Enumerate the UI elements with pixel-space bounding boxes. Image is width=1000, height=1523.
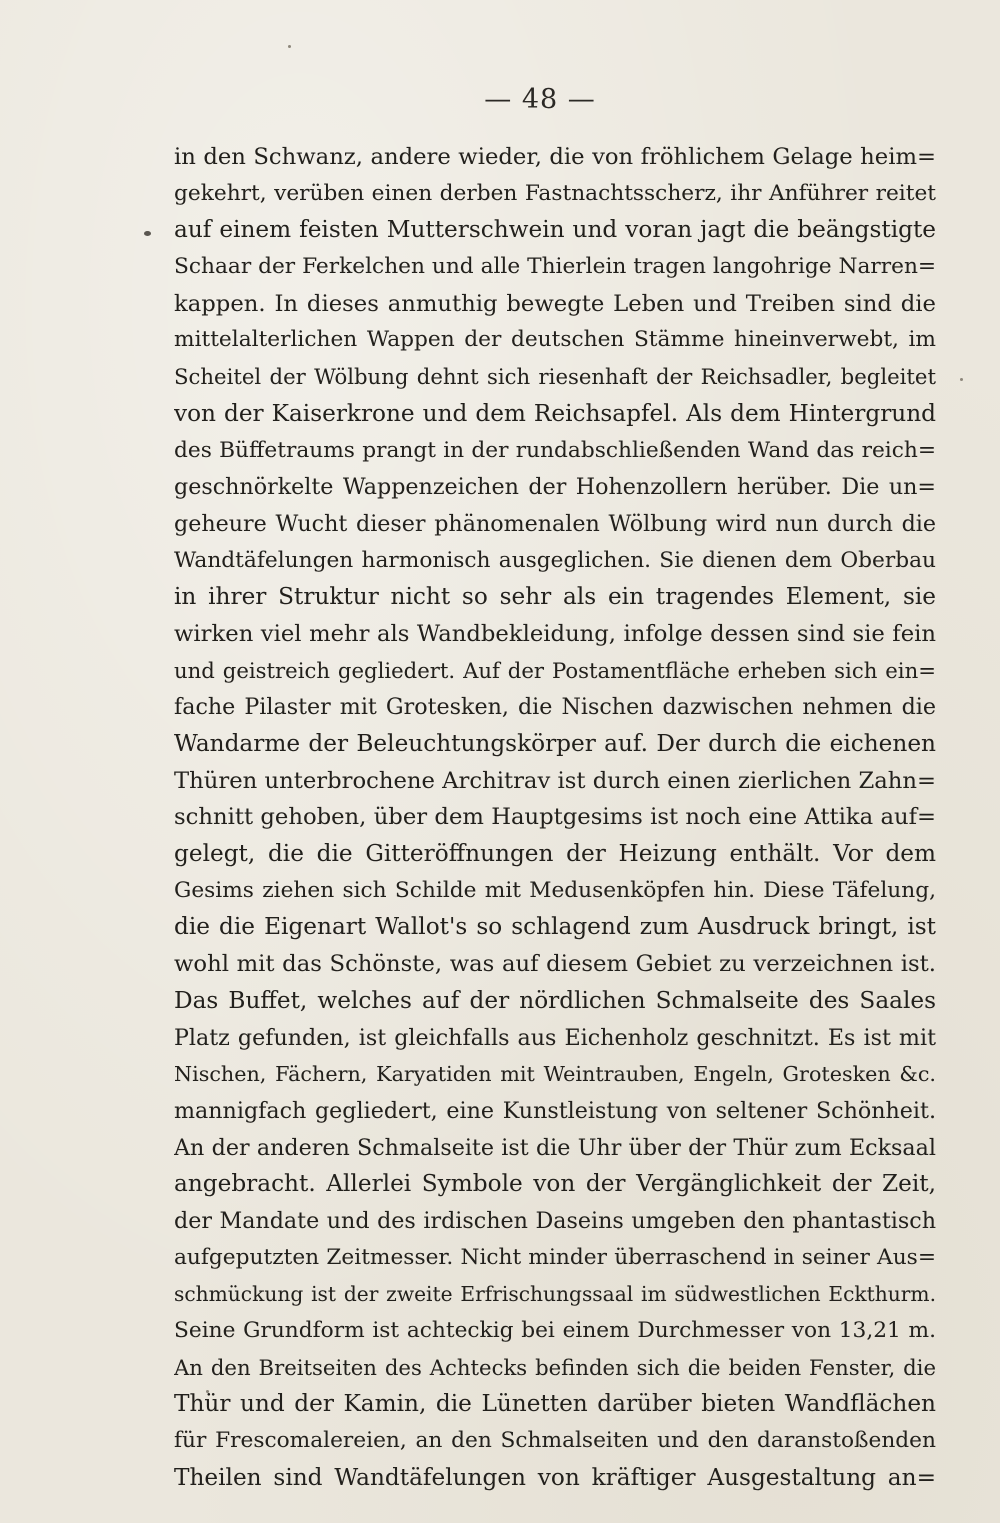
text-line: Theilen sind Wandtäfelungen von kräftiger Ausgestaltung an=	[174, 1463, 936, 1491]
text-line: schnitt gehoben, über dem Hauptgesims ist noch eine Attika auf=	[174, 804, 936, 831]
text-line: mittelalterlichen Wappen der deutschen Stämme hineinverwebt, im	[174, 327, 936, 353]
text-line: An den Breitseiten des Achtecks befinden sich die beiden Fenster, die	[174, 1354, 936, 1380]
text-line: wohl mit das Schönste, was auf diesem Gebiet zu verzeichnen ist.	[174, 951, 936, 978]
text-line: Seine Grundform ist achteckig bei einem Durchmesser von 13,21 m.	[174, 1318, 936, 1343]
text-line: für Frescomalereien, an den Schmalseiten und den daranstoßenden	[174, 1428, 936, 1454]
paper-speck	[288, 45, 291, 48]
text-line: Thüren unterbrochene Architrav ist durch einen zierlichen Zahn=	[174, 767, 936, 794]
text-line: kappen. In dieses anmuthig bewegte Leben und Treiben sind die	[174, 290, 936, 317]
text-line: Wandarme der Beleuchtungskörper auf. Der durch die eichenen	[174, 730, 936, 757]
text-line: Scheitel der Wölbung dehnt sich riesenhaft der Reichsadler, begleitet	[174, 364, 936, 390]
text-line: Wandtäfelungen harmonisch ausgeglichen. Sie dienen dem Oberbau	[174, 547, 936, 573]
text-line: mannigfach gegliedert, eine Kunstleistung von seltener Schönheit.	[174, 1097, 936, 1124]
text-line: An der anderen Schmalseite ist die Uhr über der Thür zum Ecksaal	[174, 1134, 936, 1161]
text-line: gekehrt, verüben einen derben Fastnachtsscherz, ihr Anführer reitet	[174, 180, 936, 206]
text-line: geheure Wucht dieser phänomenalen Wölbung wird nun durch die	[174, 510, 936, 537]
text-line: geschnörkelte Wappenzeichen der Hohenzollern herüber. Die un=	[174, 474, 936, 501]
text-line: schmückung ist der zweite Erfrischungssaal im südwestlichen Eckthurm.	[174, 1282, 936, 1307]
text-line: wirken viel mehr als Wandbekleidung, infolge dessen sind sie fein	[174, 620, 936, 647]
text-line: gelegt, die die Gitteröffnungen der Heizung enthält. Vor dem	[174, 840, 936, 868]
text-line: auf einem feisten Mutterschwein und voran jagt die beängstigte	[174, 216, 936, 244]
text-line: aufgeputzten Zeitmesser. Nicht minder überraschend in seiner Aus=	[174, 1244, 936, 1270]
text-line: Schaar der Ferkelchen und alle Thierlein tragen langohrige Narren=	[174, 254, 936, 280]
text-line: Thür und der Kamin, die Lünetten darüber bieten Wandflächen	[174, 1390, 936, 1418]
text-line: des Büffetraums prangt in der rundabschließenden Wand das reich=	[174, 437, 936, 463]
text-line: fache Pilaster mit Grotesken, die Nischen dazwischen nehmen die	[174, 694, 936, 721]
body-text	[174, 139, 936, 1496]
text-line: in ihrer Struktur nicht so sehr als ein tragendes Element, sie	[174, 583, 936, 611]
text-line: Das Buffet, welches auf der nördlichen Schmalseite des Saales	[174, 986, 936, 1014]
text-line: der Mandate und des irdischen Daseins umgeben den phantastisch	[174, 1207, 936, 1234]
ink-mark	[144, 231, 151, 236]
paper-speck	[960, 378, 963, 381]
text-line: von der Kaiserkrone und dem Reichsapfel. Als dem Hintergrund	[174, 399, 936, 427]
page-number: — 48 —	[484, 84, 596, 115]
text-line: Nischen, Fächern, Karyatiden mit Weintrauben, Engeln, Grotesken &c.	[174, 1062, 936, 1087]
text-line: Platz gefunden, ist gleichfalls aus Eichenholz geschnitzt. Es ist mit	[174, 1024, 936, 1051]
text-line: und geistreich gegliedert. Auf der Postamentfläche erheben sich ein=	[174, 657, 936, 683]
text-line: Gesims ziehen sich Schilde mit Medusenköpfen hin. Diese Täfelung,	[174, 877, 936, 903]
text-line: in den Schwanz, andere wieder, die von fröhlichem Gelage heim=	[174, 144, 936, 170]
text-line: angebracht. Allerlei Symbole von der Vergänglichkeit der Zeit,	[174, 1170, 936, 1198]
text-line: die die Eigenart Wallot's so schlagend zum Ausdruck bringt, ist	[174, 913, 936, 941]
